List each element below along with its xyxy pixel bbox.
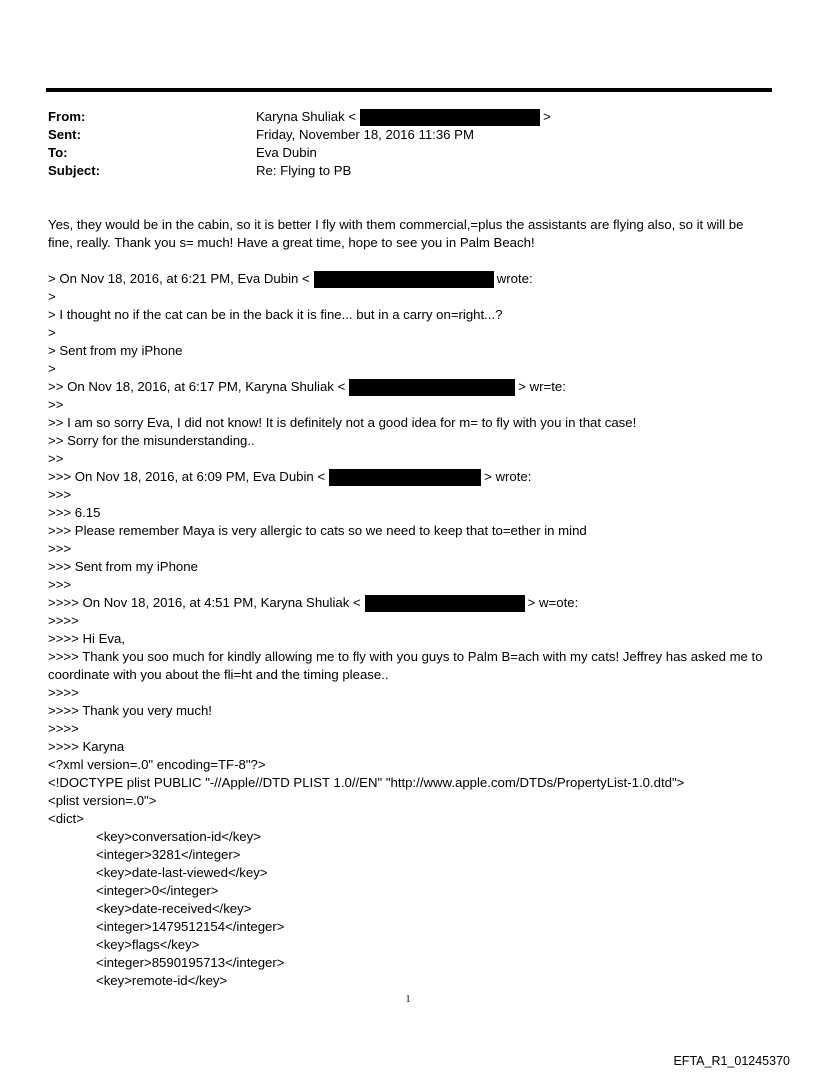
redaction-box — [360, 109, 540, 126]
xml-line: <key>remote-id</key> — [96, 973, 228, 988]
message-line: > — [48, 361, 56, 376]
message-line: >>> 6.15 — [48, 505, 101, 520]
message-line: >>>> Karyna — [48, 739, 125, 754]
message-line: > — [48, 289, 56, 304]
xml-line: <key>date-last-viewed</key> — [96, 865, 268, 880]
message-line: > — [48, 325, 56, 340]
message-line: >>>> — [48, 613, 79, 628]
quote-header-text: >>>> On Nov 18, 2016, at 4:51 PM, Karyna Shuliak < — [48, 595, 361, 610]
sent-label: Sent: — [48, 127, 81, 142]
xml-line: <key>date-received</key> — [96, 901, 252, 916]
quote-header-text: > On Nov 18, 2016, at 6:21 PM, Eva Dubin < — [48, 271, 310, 286]
quote-header-suffix: > wr=te: — [518, 379, 566, 394]
xml-line: <integer>3281</integer> — [96, 847, 241, 862]
xml-line: <dict> — [48, 811, 84, 826]
message-line — [48, 468, 772, 486]
message-line: > I thought no if the cat can be in the back it is fine... but in a carry on=right...? — [48, 307, 503, 322]
from-name: Karyna Shuliak < — [256, 109, 357, 124]
message-line: >>> — [48, 577, 72, 592]
email-body — [48, 216, 772, 990]
xml-line: <!DOCTYPE plist PUBLIC "-//Apple//DTD PLIST 1.0//EN" "http://www.apple.com/DTDs/PropertyList-1.0.dtd"> — [48, 775, 685, 790]
quote-header-suffix: > w=ote: — [527, 595, 579, 610]
message-line — [48, 378, 772, 396]
redaction-box — [329, 469, 481, 486]
xml-line: <key>flags</key> — [96, 937, 200, 952]
message-line: >> I am so sorry Eva, I did not know! It is definitely not a good idea for m= to fly with you in that case! — [48, 415, 637, 430]
subject-value: Re: Flying to PB — [256, 163, 352, 178]
message-line: >>> Sent from my iPhone — [48, 559, 198, 574]
quote-header-suffix: > wrote: — [484, 469, 532, 484]
to-row — [48, 144, 748, 162]
xml-line: <key>conversation-id</key> — [96, 829, 261, 844]
quote-header-text: >>> On Nov 18, 2016, at 6:09 PM, Eva Dubin < — [48, 469, 326, 484]
xml-line: <integer>0</integer> — [96, 883, 219, 898]
message-line: >>>> Thank you soo much for kindly allowing me to fly with you guys to Palm B=ach with my cats! Jeffrey has asked me to coordinate with you about the fli=ht and the timing please.. — [48, 649, 763, 682]
message-line: >> — [48, 397, 64, 412]
xml-line: <integer>8590195713</integer> — [96, 955, 285, 970]
to-label: To: — [48, 145, 68, 160]
reply-paragraph: Yes, they would be in the cabin, so it is better I fly with them commercial,=plus the assistants are flying also, so it will be fine, really. Thank you s= much! Have a great time, hope to see you in Palm Beach! — [48, 217, 744, 250]
message-line: >>> Please remember Maya is very allergic to cats so we need to keep that to=ether in mind — [48, 523, 587, 538]
page-number: 1 — [405, 994, 411, 1005]
message-line: >>>> Hi Eva, — [48, 631, 125, 646]
message-line: >>>> — [48, 721, 79, 736]
redaction-box — [365, 595, 525, 612]
from-close: > — [543, 109, 551, 124]
header-rule — [46, 88, 772, 92]
message-line: >> Sorry for the misunderstanding.. — [48, 433, 255, 448]
message-line: >>>> Thank you very much! — [48, 703, 212, 718]
message-line: >> — [48, 451, 64, 466]
quoted-thread — [48, 270, 772, 756]
quote-header-suffix: wrote: — [496, 271, 533, 286]
message-line: >>>> — [48, 685, 79, 700]
message-line: >>> — [48, 541, 72, 556]
redaction-box — [314, 271, 494, 288]
from-label: From: — [48, 109, 86, 124]
bates-number: EFTA_R1_01245370 — [673, 1054, 790, 1068]
xml-line: <?xml version=.0" encoding=TF-8"?> — [48, 757, 266, 772]
message-line — [48, 270, 772, 288]
message-line — [48, 594, 772, 612]
xml-line: <plist version=.0"> — [48, 793, 157, 808]
plist-xml — [48, 756, 772, 990]
sent-row — [48, 126, 748, 144]
email-header — [48, 108, 748, 180]
quote-header-text: >> On Nov 18, 2016, at 6:17 PM, Karyna Shuliak < — [48, 379, 346, 394]
from-row — [48, 108, 748, 126]
subject-label: Subject: — [48, 163, 101, 178]
redaction-box — [349, 379, 515, 396]
subject-row — [48, 162, 748, 180]
message-line: >>> — [48, 487, 72, 502]
to-value: Eva Dubin — [256, 145, 317, 160]
message-line: > Sent from my iPhone — [48, 343, 183, 358]
xml-line: <integer>1479512154</integer> — [96, 919, 285, 934]
sent-value: Friday, November 18, 2016 11:36 PM — [256, 127, 474, 142]
